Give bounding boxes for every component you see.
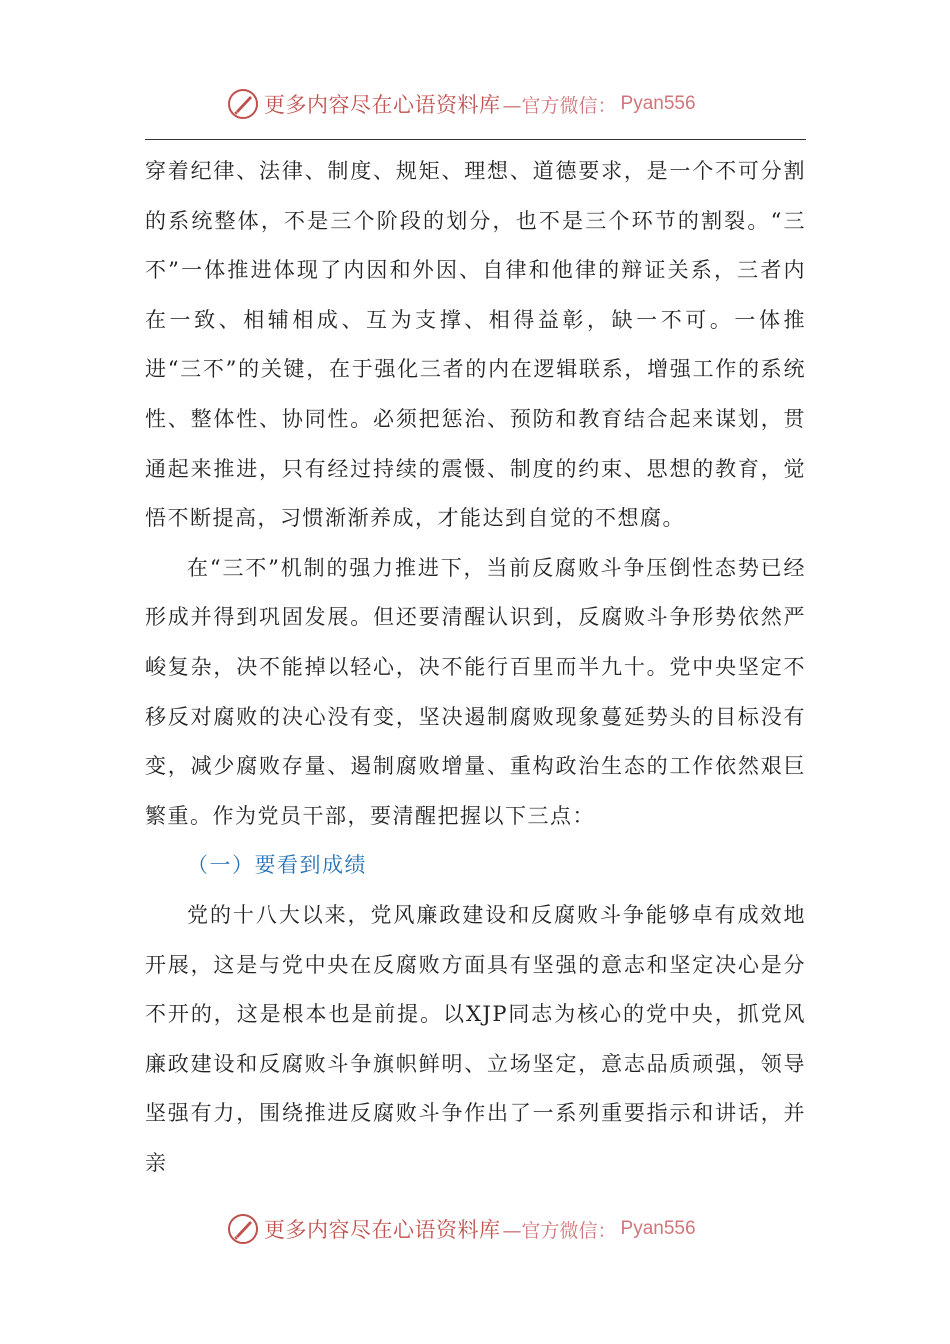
footer-banner-wechat-id: Pyan556 [620, 1218, 696, 1239]
header-divider [145, 139, 806, 140]
footer-banner-wechat-label: —官方微信： [502, 1219, 617, 1242]
paragraph-1: 穿着纪律、法律、制度、规矩、理想、道德要求，是一个不可分割的系统整体，不是三个阶段的划分，也不是三个环节的割裂。“三不”一体推进体现了内因和外因、自律和他律的辩证关系，三者内在一致、相辅相成、互为支撑、相得益彰，缺一不可。一体推进“三不”的关键，在于强化三者的内在逻辑联系，增强工作的系统性、整体性、协同性。必须把惩治、预防和教育结合起来谋划，贯通起来推进，只有经过持续的震慑、制度的约束、思想的教育，觉悟不断提高，习惯渐渐养成，才能达到自觉的不想腐。 [145, 159, 806, 531]
header-banner [0, 84, 950, 124]
banner-title: 更多内容尽在心语资料库 [264, 93, 501, 117]
banner-wechat-label: —官方微信： [502, 94, 617, 117]
banner-wechat-id: Pyan556 [620, 93, 696, 114]
footer-banner-title: 更多内容尽在心语资料库 [264, 1218, 501, 1242]
paragraph-2: 在“三不”机制的强力推进下，当前反腐败斗争压倒性态势已经形成并得到巩固发展。但还要清醒认识到，反腐败斗争形势依然严峻复杂，决不能掉以轻心，决不能行百里而半九十。党中央坚定不移反对腐败的决心没有变，坚决遏制腐败现象蔓延势头的目标没有变，减少腐败存量、遏制腐败增量、重构政治生态的工作依然艰巨繁重。作为党员干部，要清醒把握以下三点： [145, 555, 806, 828]
paragraph-3: 党的十八大以来，党风廉政建设和反腐败斗争能够卓有成效地开展，这是与党中央在反腐败方面具有坚强的意志和坚定决心是分不开的，这是根本也是前提。以XJP同志为核心的党中央，抓党风廉政建设和反腐败斗争旗帜鲜明、立场坚定，意志品质顽强，领导坚强有力，围绕推进反腐败斗争作出了一系列重要指示和讲话，并亲 [145, 902, 806, 1175]
quill-logo-icon [226, 87, 260, 121]
document-body [145, 147, 806, 1188]
footer-banner [0, 1209, 950, 1249]
quill-logo-icon [226, 1212, 260, 1246]
section-heading: （一）要看到成绩 [187, 853, 367, 878]
